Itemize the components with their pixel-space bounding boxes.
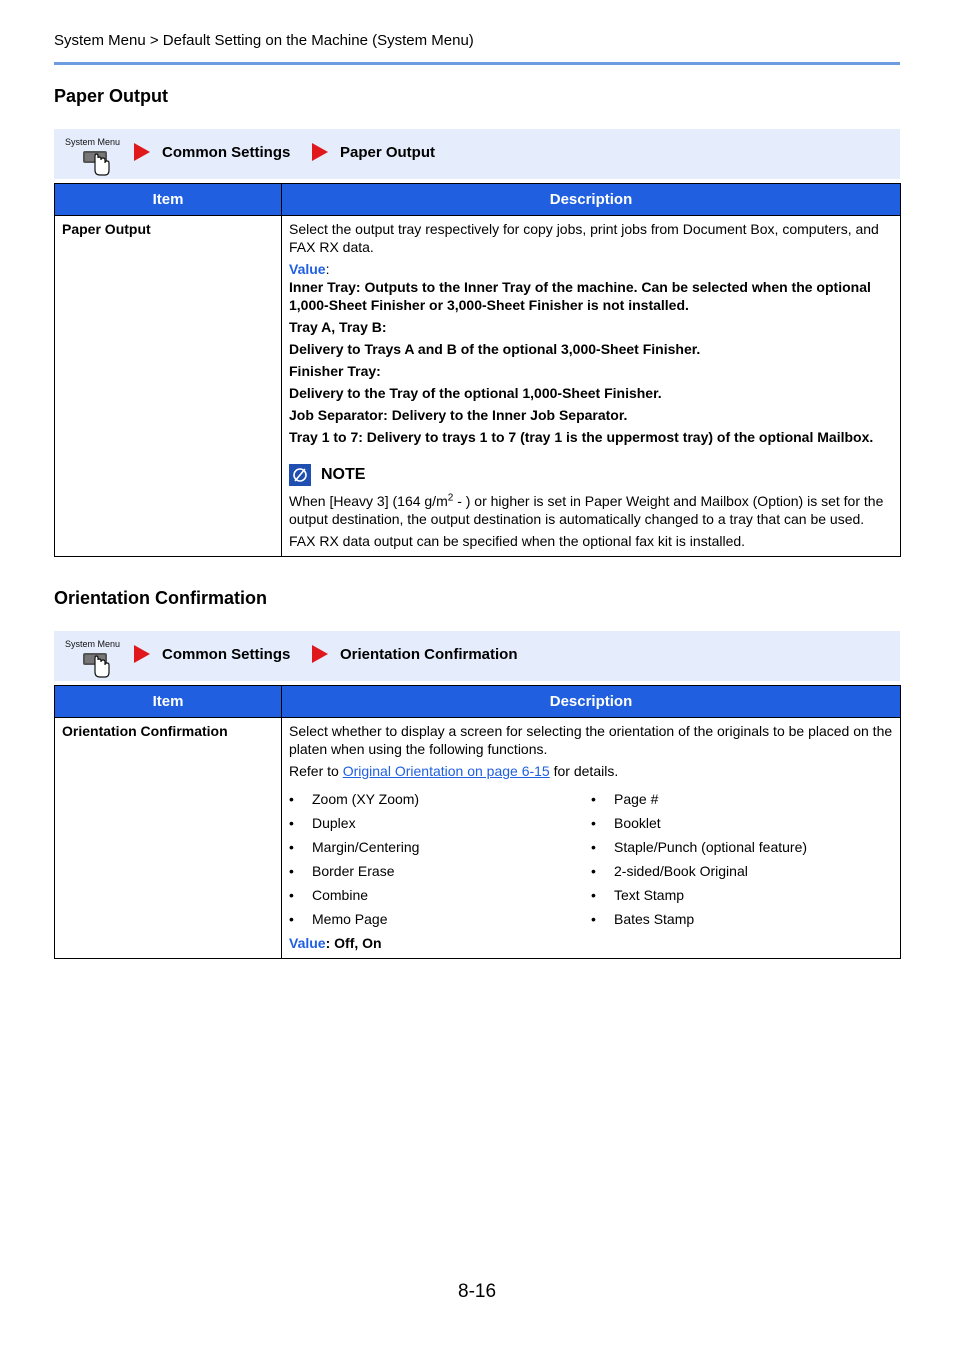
list-item: • Margin/Centering xyxy=(289,839,420,855)
table-row xyxy=(55,216,901,557)
list-item: • Duplex xyxy=(289,815,356,831)
note-text: When [Heavy 3] (164 $g/m^2$ - ) or higher is set in Paper Weight and Mailbox (Option) is set for the output destination, the output destination is automatically changed to a tray that can be used. xyxy=(289,492,884,527)
header-rule xyxy=(54,62,900,65)
system-menu-key xyxy=(65,137,125,179)
system-menu-key xyxy=(65,639,125,681)
list-item: • Combine xyxy=(289,887,369,903)
crumb-orientation-confirmation: Orientation Confirmation xyxy=(312,645,518,663)
value-option: Tray A, Tray B: xyxy=(289,319,387,335)
list-item: • Bates Stamp xyxy=(591,911,695,927)
value-option: Tray 1 to 7: Delivery to trays 1 to 7 (tray 1 is the uppermost tray) of the optional Mailbox. xyxy=(289,429,874,445)
item-cell: Paper Output xyxy=(55,216,282,557)
value-heading: Value: xyxy=(289,261,330,277)
item-cell: Orientation Confirmation xyxy=(55,718,282,959)
list-item: • Text Stamp xyxy=(591,887,685,903)
description-cell xyxy=(282,718,901,959)
spec-table-orientation-confirmation xyxy=(54,685,901,959)
column-header-item: Item xyxy=(55,184,282,216)
list-item: • Page # xyxy=(591,791,659,807)
function-list xyxy=(289,790,893,934)
description-cell xyxy=(282,216,901,557)
description-text: Select whether to display a screen for selecting the orientation of the originals to be placed on the platen when using the following functions. xyxy=(289,723,893,757)
original-orientation-link[interactable]: Original Orientation on page 6-15 xyxy=(342,763,550,779)
crumb-common-settings: Common Settings xyxy=(134,645,290,663)
column-header-item: Item xyxy=(55,686,282,718)
chevron-right-icon xyxy=(312,143,328,161)
chevron-right-icon xyxy=(312,645,328,663)
value-option: Finisher Tray: xyxy=(289,363,381,379)
hand-press-icon xyxy=(83,650,111,680)
value-option: Delivery to the Tray of the optional 1,000-Sheet Finisher. xyxy=(289,385,662,401)
list-item: • Border Erase xyxy=(289,863,395,879)
system-menu-label: System Menu xyxy=(65,137,121,147)
list-item: • 2-sided/Book Original xyxy=(591,863,748,879)
value-option: Job Separator: Delivery to the Inner Job Separator. xyxy=(289,407,628,423)
note-heading: NOTE xyxy=(289,464,893,486)
note-icon xyxy=(289,464,311,486)
description-text: Select the output tray respectively for copy jobs, print jobs from Document Box, computers, and FAX RX data. xyxy=(289,221,879,255)
value-option: Inner Tray: Outputs to the Inner Tray of the machine. Can be selected when the optional 1,000-Sheet Finisher or 3,000-Sheet Finisher is not installed. xyxy=(289,279,871,313)
page-number: 8-16 xyxy=(458,1281,497,1302)
column-header-description: Description xyxy=(282,686,901,718)
table-row xyxy=(55,718,901,959)
section-title-orientation-confirmation: Orientation Confirmation xyxy=(54,588,267,608)
list-item: • Memo Page xyxy=(289,911,388,927)
note-text: FAX RX data output can be specified when the optional fax kit is installed. xyxy=(289,533,746,549)
value-option: Delivery to Trays A and B of the optional 3,000-Sheet Finisher. xyxy=(289,341,701,357)
chevron-right-icon xyxy=(134,645,150,663)
system-menu-label: System Menu xyxy=(65,639,121,649)
list-item: • Booklet xyxy=(591,815,661,831)
nav-path-orientation-confirmation xyxy=(54,631,900,681)
list-item: • Staple/Punch (optional feature) xyxy=(591,839,808,855)
function-list-right xyxy=(591,790,893,934)
value-line: Value: Off, On xyxy=(289,935,382,951)
chevron-right-icon xyxy=(134,143,150,161)
spec-table-paper-output xyxy=(54,183,901,557)
crumb-common-settings: Common Settings xyxy=(134,143,290,161)
running-header: System Menu > Default Setting on the Machine (System Menu) xyxy=(54,32,474,49)
refer-text: Refer to Original Orientation on page 6-15 for details. xyxy=(289,763,619,779)
section-title-paper-output: Paper Output xyxy=(54,86,169,106)
crumb-paper-output: Paper Output xyxy=(312,143,435,161)
function-list-left xyxy=(289,790,591,934)
nav-path-paper-output xyxy=(54,129,900,179)
hand-press-icon xyxy=(83,148,111,178)
column-header-description: Description xyxy=(282,184,901,216)
list-item: • Zoom (XY Zoom) xyxy=(289,791,420,807)
